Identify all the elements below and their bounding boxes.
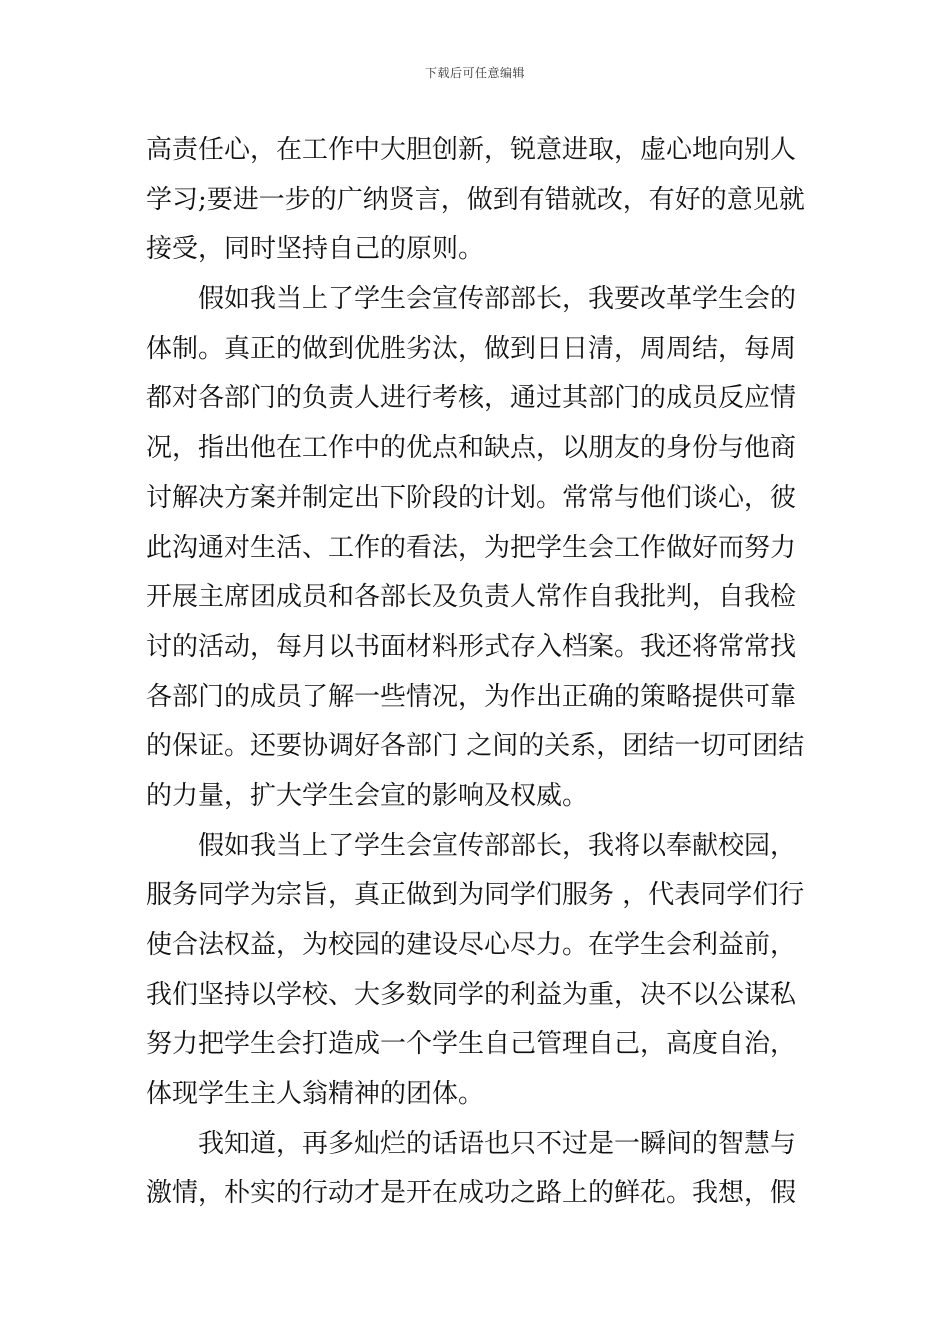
text-line: 我们坚持以学校、大多数同学的利益为重，决不以公谋私 xyxy=(146,979,797,1010)
text-line: 讨的活动，每月以书面材料形式存入档案。我还将常常找 xyxy=(146,631,797,662)
text-line: 接受，同时坚持自己的原则。 xyxy=(146,234,485,265)
text-line: 体制。真正的做到优胜劣汰，做到日日清，周周结，每周 xyxy=(146,333,797,364)
text-line: 的保证。还要协调好各部门 之间的关系，团结一切可团结 xyxy=(146,731,805,762)
text-line: 使合法权益，为校园的建设尽心尽力。在学生会利益前， xyxy=(146,930,797,960)
paragraph-first-line: 假如我当上了学生会宣传部部长，我将以奉献校园， xyxy=(198,830,797,861)
text-line: 各部门的成员了解一些情况，为作出正确的策略提供可靠 xyxy=(146,681,797,712)
text-line: 的力量，扩大学生会宣的影响及权威。 xyxy=(146,780,589,811)
text-line: 学习;要进一步的广纳贤言，做到有错就改，有好的意见就 xyxy=(146,184,805,215)
text-line: 高责任心，在工作中大胆创新，锐意进取，虚心地向别人 xyxy=(146,135,797,165)
text-line: 此沟通对生活、工作的看法，为把学生会工作做好而努力 xyxy=(146,532,797,563)
text-line: 都对各部门的负责人进行考核，通过其部门的成员反应情 xyxy=(146,383,797,414)
paragraph-first-line: 我知道，再多灿烂的话语也只不过是一瞬间的智慧与 xyxy=(198,1128,797,1159)
text-line: 激情，朴实的行动才是开在成功之路上的鲜花。我想，假 xyxy=(146,1178,797,1209)
page-header: 下载后可任意编辑 xyxy=(424,66,525,80)
text-line: 体现学生主人翁精神的团体。 xyxy=(146,1079,485,1110)
text-line: 服务同学为宗旨，真正做到为同学们服务 ，代表同学们行 xyxy=(146,880,805,911)
document-body xyxy=(146,126,808,1219)
text-line: 讨解决方案并制定出下阶段的计划。常常与他们谈心，彼 xyxy=(146,482,797,513)
text-line: 况，指出他在工作中的优点和缺点，以朋友的身份与他商 xyxy=(146,433,797,464)
paragraph-first-line: 假如我当上了学生会宣传部部长，我要改革学生会的 xyxy=(198,284,797,315)
text-line: 努力把学生会打造成一个学生自己管理自己，高度自治， xyxy=(146,1029,797,1060)
text-line: 开展主席团成员和各部长及负责人常作自我批判，自我检 xyxy=(146,582,797,613)
